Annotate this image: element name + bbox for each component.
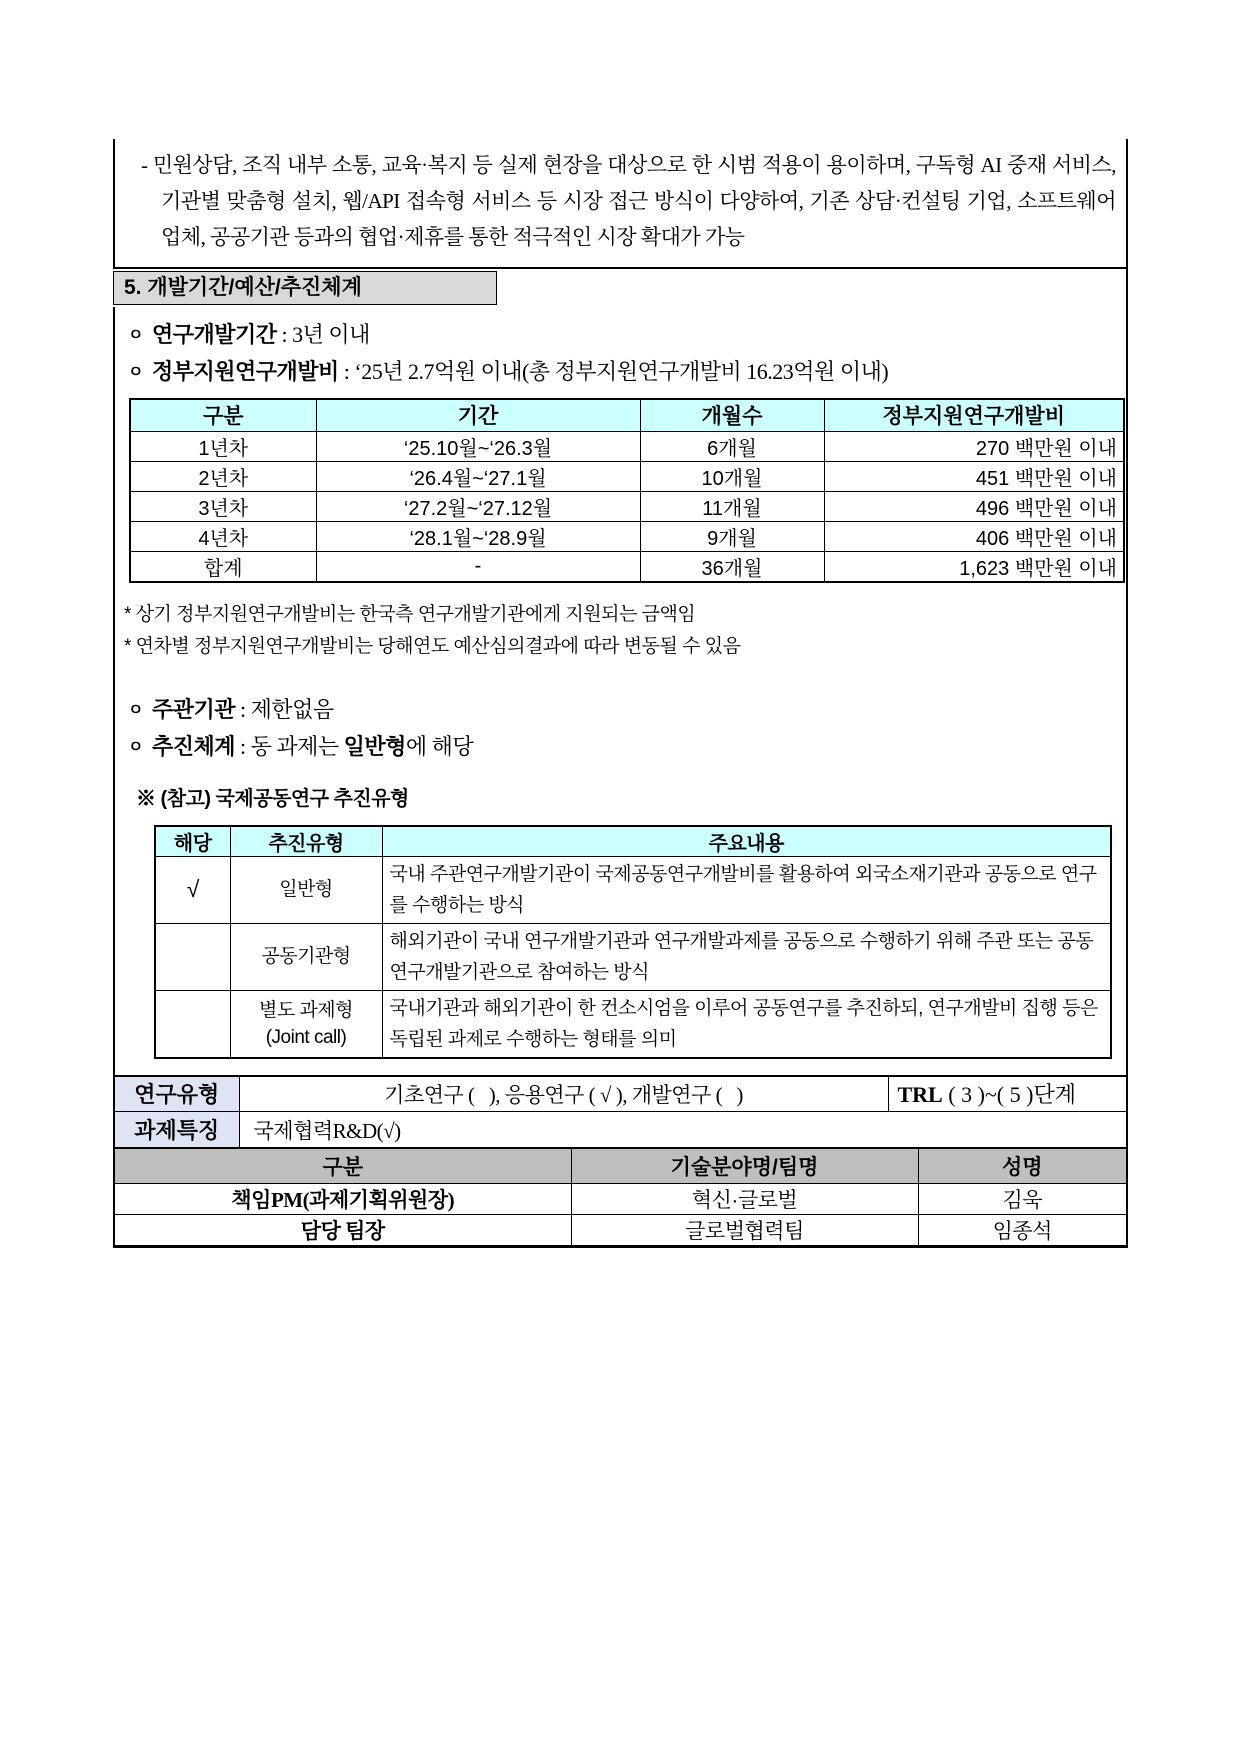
table-cell: ‘27.2월~‘27.12월 xyxy=(316,491,640,521)
bullet-gov-budget xyxy=(128,355,1126,389)
bullet-value: 에 해당 xyxy=(405,733,474,759)
bullet-value: ‘25년 2.7억원 이내(총 정부지원연구개발비 16.23억원 이내) xyxy=(354,359,889,384)
table-row-total xyxy=(130,551,1124,582)
trl-rest: ( 3 )~( 5 )단계 xyxy=(942,1082,1076,1108)
classification-table xyxy=(115,1075,1126,1149)
reference-row-general xyxy=(155,856,1111,923)
role-cell: 담당 팀장 xyxy=(115,1215,571,1247)
column-header-type: 추진유형 xyxy=(230,826,382,857)
reference-table-header-row xyxy=(155,826,1111,857)
content-area xyxy=(113,139,1128,1248)
circle-bullet-marker: ㅇ xyxy=(128,738,143,756)
section-5-row xyxy=(113,269,1128,307)
research-type-value: 기초연구 ( ), 응용연구 ( √ ), 개발연구 ( ) xyxy=(239,1076,888,1112)
bullet-research-period xyxy=(128,318,1126,352)
table-cell: 4년차 xyxy=(130,521,316,551)
circle-bullet-marker: ㅇ xyxy=(128,364,143,381)
table-cell: 1,623 백만원 이내 xyxy=(824,551,1124,582)
table-row-year3 xyxy=(130,491,1124,521)
people-row-team-leader xyxy=(115,1215,1126,1247)
bullet-separator: : xyxy=(338,359,355,384)
task-feature-value: 국제협력R&D(√) xyxy=(239,1112,1126,1148)
column-header-field-team: 기술분야명/팀명 xyxy=(571,1149,918,1184)
reference-heading: ※ (참고) 국제공동연구 추진유형 xyxy=(136,787,409,810)
bullet-value: 3년 이내 xyxy=(292,322,370,347)
trl-prefix: TRL xyxy=(897,1082,943,1108)
bullet-separator: : xyxy=(234,696,251,722)
bullet-separator: : xyxy=(276,322,293,347)
table-row-year4 xyxy=(130,521,1124,551)
budget-table xyxy=(129,398,1125,583)
table-cell: ‘25.10월~‘26.3월 xyxy=(316,431,640,461)
research-type-label: 연구유형 xyxy=(115,1076,239,1112)
table-cell: 36개월 xyxy=(640,551,824,582)
type-cell xyxy=(230,990,382,1058)
task-feature-row xyxy=(115,1112,1126,1148)
footnote-1: * 상기 정부지원연구개발비는 한국측 연구개발기관에게 지원되는 금액임 xyxy=(124,603,696,625)
field-cell: 혁신·글로벌 xyxy=(571,1184,918,1215)
table-cell: ‘26.4월~‘27.1월 xyxy=(316,461,640,491)
type-cell: 공동기관형 xyxy=(230,923,382,990)
description-cell: 국내기관과 해외기관이 한 컨소시엄을 이루어 공동연구를 추진하되, 연구개발비 집행 등은 독립된 과제로 수행하는 형태를 의미 xyxy=(382,990,1111,1058)
table-cell: 9개월 xyxy=(640,521,824,551)
table-cell: - xyxy=(316,551,640,582)
table-cell: 10개월 xyxy=(640,461,824,491)
reference-row-joint-call xyxy=(155,990,1111,1058)
circle-bullet-marker: ㅇ xyxy=(128,327,143,344)
people-table xyxy=(115,1148,1126,1248)
bullet-separator: : xyxy=(234,733,251,759)
section-5-body xyxy=(113,307,1128,1248)
people-row-pm xyxy=(115,1184,1126,1215)
reference-row-joint-org xyxy=(155,923,1111,990)
type-line-2: (Joint call) xyxy=(265,1026,347,1048)
table-row-year1 xyxy=(130,431,1124,461)
type-line-1: 별도 과제형 xyxy=(258,999,354,1021)
paragraph-text: - 민원상담, 조직 내부 소통, 교육·복지 등 실제 현장을 대상으로 한 시범 적용이 용이하며, 구독형 AI 중재 서비스, 기관별 맞춤형 설치, 웹/API 접속형 서비스 등 시장 접근 방식이 다양하여, 기존 상담·컨설팅 기업, 소프트웨어 업체, 공공기관 등과의 협업·제휴를 통한 적극적인 시장 확대가 가능 xyxy=(141,153,1116,249)
table-cell: 6개월 xyxy=(640,431,824,461)
column-header-applicable: 해당 xyxy=(155,826,230,857)
name-cell: 김욱 xyxy=(918,1184,1126,1215)
column-header-name: 성명 xyxy=(918,1149,1126,1184)
task-feature-label: 과제특징 xyxy=(115,1112,239,1148)
market-expansion-paragraph-box xyxy=(113,139,1128,269)
bullet-value: 제한없음 xyxy=(250,696,334,722)
table-cell: 406 백만원 이내 xyxy=(824,521,1124,551)
table-cell: 270 백만원 이내 xyxy=(824,431,1124,461)
table-cell: 2년차 xyxy=(130,461,316,491)
bullet-value-bold: 일반형 xyxy=(343,733,406,759)
role-cell: 책임PM(과제기획위원장) xyxy=(115,1184,571,1215)
type-cell: 일반형 xyxy=(230,856,382,923)
bullet-label: 연구개발기간 xyxy=(151,322,277,347)
checkmark-cell xyxy=(155,923,230,990)
table-row-year2 xyxy=(130,461,1124,491)
column-header-gubun: 구분 xyxy=(130,399,316,431)
checkmark-cell: √ xyxy=(155,856,230,923)
bullet-host-org xyxy=(128,693,1126,727)
research-type-row xyxy=(115,1076,1126,1112)
field-cell: 글로벌협력팀 xyxy=(571,1215,918,1247)
checkmark-cell xyxy=(155,990,230,1058)
column-header-content: 주요내용 xyxy=(382,826,1111,857)
bullet-value: 동 과제는 xyxy=(250,733,344,759)
table-cell: 합계 xyxy=(130,551,316,582)
bullet-label: 주관기관 xyxy=(151,696,235,722)
description-cell: 해외기관이 국내 연구개발기관과 연구개발과제를 공동으로 수행하기 위해 주관 또는 공동연구개발기관으로 참여하는 방식 xyxy=(382,923,1111,990)
bullet-label: 추진체계 xyxy=(151,733,235,759)
description-cell: 국내 주관연구개발기관이 국제공동연구개발비를 활용하여 외국소재기관과 공동으로 연구를 수행하는 방식 xyxy=(382,856,1111,923)
table-cell: 496 백만원 이내 xyxy=(824,491,1124,521)
bullet-label: 정부지원연구개발비 xyxy=(151,359,339,384)
section-5-title: 5. 개발기간/예산/추진체계 xyxy=(113,271,497,305)
trl-range xyxy=(888,1076,1126,1112)
column-header-period: 기간 xyxy=(316,399,640,431)
footnote-2: * 연차별 정부지원연구개발비는 당해연도 예산심의결과에 따라 변동될 수 있음 xyxy=(124,635,741,657)
table-cell: 451 백만원 이내 xyxy=(824,461,1124,491)
reference-table xyxy=(154,825,1112,1059)
circle-bullet-marker: ㅇ xyxy=(128,701,143,719)
bullet-system-type xyxy=(128,730,1126,764)
table-cell: 11개월 xyxy=(640,491,824,521)
table-cell: 3년차 xyxy=(130,491,316,521)
table-cell: 1년차 xyxy=(130,431,316,461)
column-header-role: 구분 xyxy=(115,1149,571,1184)
name-cell: 임종석 xyxy=(918,1215,1126,1247)
column-header-months: 개월수 xyxy=(640,399,824,431)
table-cell: ‘28.1월~‘28.9월 xyxy=(316,521,640,551)
people-table-header-row xyxy=(115,1149,1126,1184)
column-header-budget: 정부지원연구개발비 xyxy=(824,399,1124,431)
budget-table-header-row xyxy=(130,399,1124,431)
